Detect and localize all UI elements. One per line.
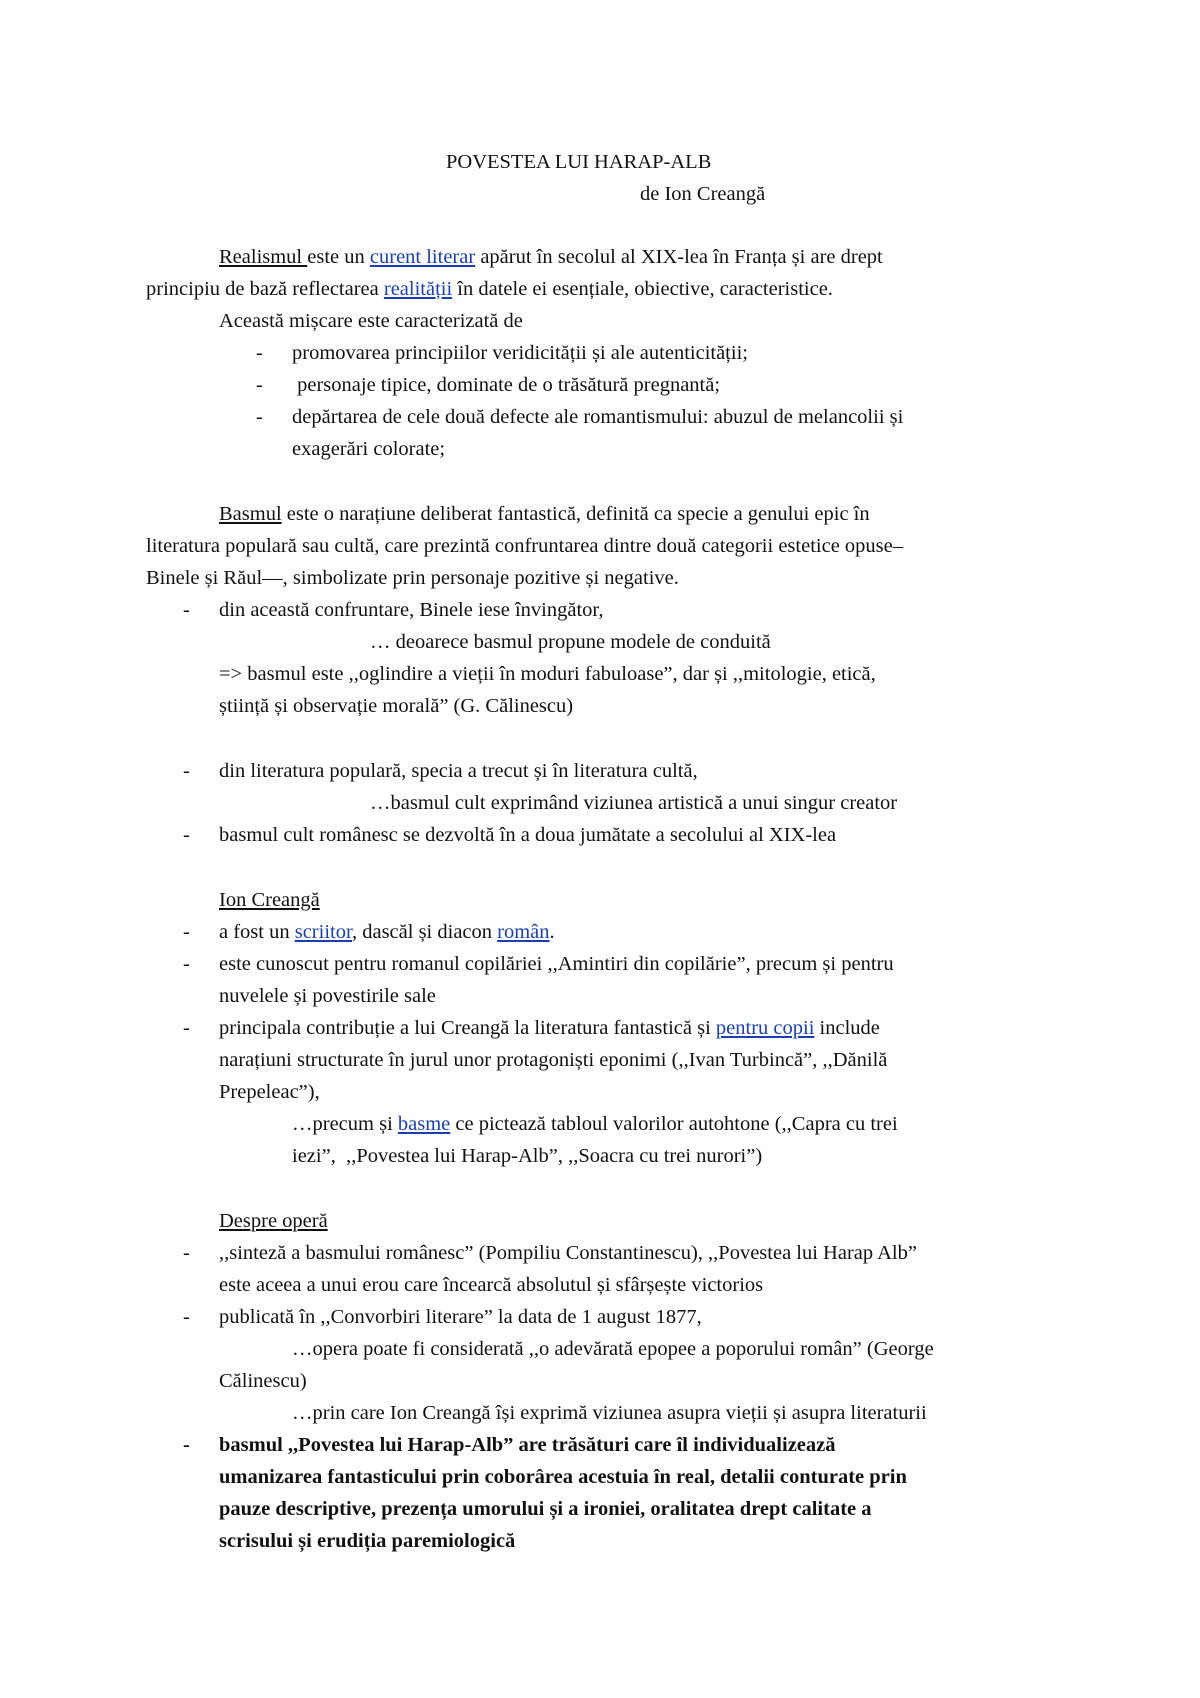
basm-line-1 (219, 498, 870, 530)
basm-line-2: literatura populară sau cultă, care prezintă confruntarea dintre două categorii estetice opuse– (146, 535, 903, 557)
realism-bullet-3-cont: exagerări colorate; (292, 438, 446, 460)
basm-line-3: Binele și Răul—, simbolizate prin personaje pozitive și negative. (146, 567, 679, 589)
basm-bullet-2-cont: …basmul cult exprimând viziunea artistică a unui singur creator (370, 792, 898, 814)
bullet-dash: - (183, 760, 190, 782)
bullet-dash: - (256, 342, 263, 364)
basm-bullet-1: din această confruntare, Binele iese învingător, (219, 599, 604, 621)
creanga-bullet-1 (219, 916, 555, 948)
basm-bullet-1-cont: … deoarece basmul propune modele de conduită (370, 631, 771, 653)
roman-link[interactable]: român (497, 921, 550, 943)
opera-bullet-2-cont-1: …opera poate fi considerată ,,o adevărată epopee a poporului român” (George (292, 1338, 934, 1360)
realism-line-1 (219, 241, 883, 273)
bullet-dash: - (183, 953, 190, 975)
scriitor-link[interactable]: scriitor (294, 921, 352, 943)
creanga-text-2: , dascăl și diacon (351, 921, 498, 943)
document-author: de Ion Creangă (640, 183, 766, 205)
basm-bullet-2: din literatura populară, specia a trecut și în literatura cultă, (219, 760, 698, 782)
pentru-copii-link[interactable]: pentru copii (715, 1017, 815, 1039)
creanga-bullet-2-cont: nuvelele și povestirile sale (219, 985, 436, 1007)
opera-bullet-2-cont-2: Călinescu) (219, 1370, 307, 1392)
opera-bullet-3-line-4: scrisului și erudiția paremiologică (219, 1530, 516, 1552)
creanga-text-6: …precum și (292, 1113, 398, 1135)
creanga-bullet-3-line-3: Prepeleac”), (219, 1081, 320, 1103)
creanga-bullet-3 (219, 1012, 880, 1044)
realitatii-link[interactable]: realității (383, 278, 453, 300)
realism-bullet-1: promovarea principiilor veridicității și ale autenticității; (292, 342, 748, 364)
realism-line-2 (146, 273, 833, 305)
realism-text-4: în datele ei esențiale, obiective, caracteristice. (452, 278, 833, 300)
creanga-text-4: principala contribuție a lui Creangă la literatura fantastică și (219, 1017, 716, 1039)
basm-term: Basmul (219, 503, 282, 525)
creanga-bullet-3-cont-1 (292, 1108, 898, 1140)
realism-text-1: este un (307, 246, 370, 268)
creanga-bullet-3-cont-2: iezi”, ,,Povestea lui Harap-Alb”, ,,Soacra cu trei nurori”) (292, 1145, 763, 1167)
creanga-text-1: a fost un (219, 921, 295, 943)
curent-literar-link[interactable]: curent literar (369, 246, 476, 268)
bullet-dash: - (183, 1434, 190, 1456)
realism-bullet-3: depărtarea de cele două defecte ale romantismului: abuzul de melancolii și (292, 406, 904, 428)
opera-bullet-1-cont: este aceea a unui erou care încearcă absolutul și sfârșește victorios (219, 1274, 764, 1296)
bullet-dash: - (256, 406, 263, 428)
opera-bullet-1: ,,sinteză a basmului românesc” (Pompiliu Constantinescu), ,,Povestea lui Harap Alb” (219, 1242, 917, 1264)
creanga-heading: Ion Creangă (219, 889, 320, 911)
creanga-text-3: . (549, 921, 555, 943)
bullet-dash: - (256, 374, 263, 396)
realism-term: Realismul (219, 246, 308, 268)
realism-text-3: principiu de bază reflectarea (146, 278, 384, 300)
creanga-bullet-3-line-2: narațiuni structurate în jurul unor protagoniști eponimi (,,Ivan Turbincă”, ,,Dănilă (219, 1049, 888, 1071)
realism-text-2: apărut în secolul al XIX-lea în Franța și are drept (475, 246, 883, 268)
opera-bullet-2-cont-3: …prin care Ion Creangă își exprimă viziunea asupra vieții și asupra literaturii (292, 1402, 927, 1424)
bullet-dash: - (183, 921, 190, 943)
bullet-dash: - (183, 599, 190, 621)
opera-bullet-2: publicată în ,,Convorbiri literare” la data de 1 august 1877, (219, 1306, 702, 1328)
creanga-text-5: include (814, 1017, 880, 1039)
creanga-text-7: ce pictează tabloul valorilor autohtone (,,Capra cu trei (450, 1113, 898, 1135)
opera-heading: Despre operă (219, 1210, 328, 1232)
basm-quote-1: => basmul este ,,oglindire a vieții în moduri fabuloase”, dar și ,,mitologie, etică, (219, 663, 876, 685)
bullet-dash: - (183, 1306, 190, 1328)
basm-bullet-3: basmul cult românesc se dezvoltă în a doua jumătate a secolului al XIX-lea (219, 824, 837, 846)
opera-bullet-3-line-3: pauze descriptive, prezența umorului și a ironiei, oralitatea drept calitate a (219, 1498, 872, 1520)
bullet-dash: - (183, 824, 190, 846)
basm-quote-2: știință și observație morală” (G. Călinescu) (219, 695, 574, 717)
document-title: POVESTEA LUI HARAP-ALB (446, 151, 712, 173)
creanga-bullet-2: este cunoscut pentru romanul copilăriei ,,Amintiri din copilărie”, precum și pentru (219, 953, 894, 975)
basme-link[interactable]: basme (397, 1113, 451, 1135)
opera-bullet-3-line-1: basmul ,,Povestea lui Harap-Alb” are trăsături care îl individualizează (219, 1434, 836, 1456)
realism-line-3: Această mișcare este caracterizată de (219, 310, 523, 332)
opera-bullet-3-line-2: umanizarea fantasticului prin coborârea acestuia în real, detalii conturate prin (219, 1466, 907, 1488)
realism-bullet-2: personaje tipice, dominate de o trăsătură pregnantă; (292, 374, 721, 396)
bullet-dash: - (183, 1242, 190, 1264)
bullet-dash: - (183, 1017, 190, 1039)
basm-text-1: este o narațiune deliberat fantastică, definită ca specie a genului epic în (281, 503, 870, 525)
